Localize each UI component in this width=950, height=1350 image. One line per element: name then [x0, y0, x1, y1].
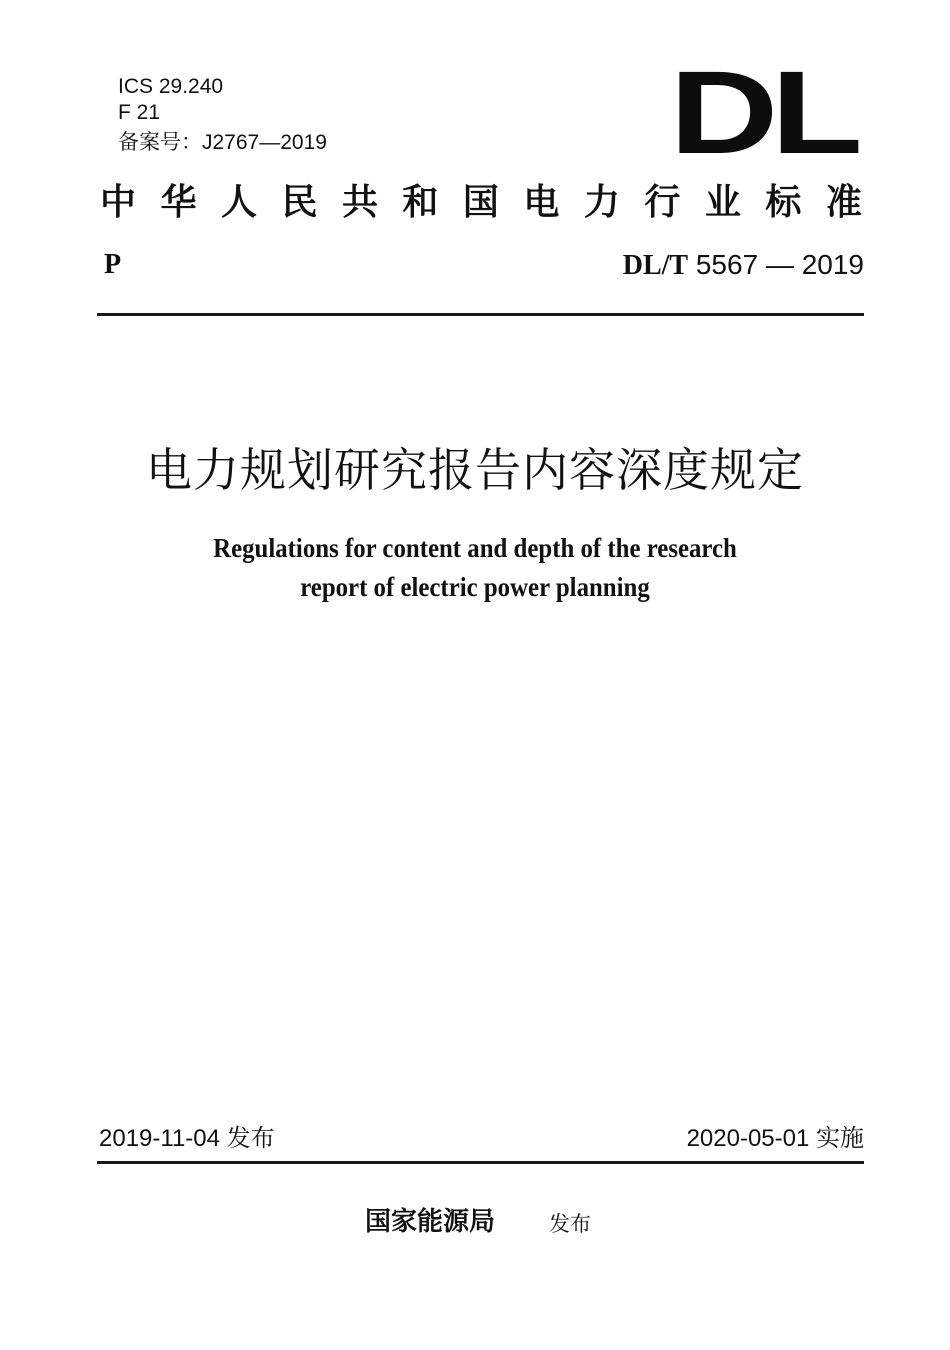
ics-code [118, 75, 223, 99]
industry-title-char: 和 [402, 181, 439, 223]
industry-title-char: 标 [765, 181, 802, 223]
industry-standard-title [100, 178, 862, 226]
implement-date-value: 2020-05-01 [686, 1125, 810, 1152]
publisher-name: 国家能源局 [365, 1207, 496, 1237]
industry-title-char: 电 [523, 181, 560, 223]
category-letter: P [104, 249, 122, 280]
issue-date [99, 1122, 275, 1155]
industry-title-char: 人 [220, 181, 257, 223]
industry-title-char: 共 [341, 181, 378, 223]
issue-date-label: 发布 [226, 1124, 275, 1152]
record-number [118, 131, 327, 155]
record-value: J2767—2019 [202, 131, 327, 154]
industry-title-char: 民 [281, 181, 318, 223]
title-english-line-2: report of electric power planning [300, 572, 650, 602]
industry-title-char: 行 [644, 181, 681, 223]
publisher-action: 发布 [549, 1212, 591, 1236]
industry-title-char: 国 [462, 181, 499, 223]
ccs-code [118, 101, 160, 125]
industry-title-char: 准 [825, 181, 862, 223]
ics-code-text: ICS 29.240 [118, 75, 224, 98]
implement-date [687, 1122, 864, 1155]
issue-date-value: 2019-11-04 [99, 1125, 220, 1152]
top-divider [97, 313, 864, 316]
standard-number-value: 5567 — 2019 [695, 249, 864, 280]
implement-date-label: 实施 [816, 1124, 864, 1152]
industry-title-char: 业 [704, 181, 741, 223]
title-english-line-1: Regulations for content and depth of the research [213, 533, 737, 563]
industry-title-char: 华 [160, 181, 197, 223]
dl-logo: DL [669, 47, 855, 179]
title-chinese: 电力规划研究报告内容深度规定 [146, 443, 804, 497]
standard-number-prefix: DL/T [622, 250, 689, 281]
standard-number [623, 248, 864, 283]
industry-title-char: 中 [100, 181, 137, 223]
ccs-code-text: F 21 [118, 101, 161, 124]
record-label: 备案号： [118, 131, 202, 154]
industry-title-char: 力 [583, 181, 620, 223]
bottom-divider [97, 1161, 864, 1164]
